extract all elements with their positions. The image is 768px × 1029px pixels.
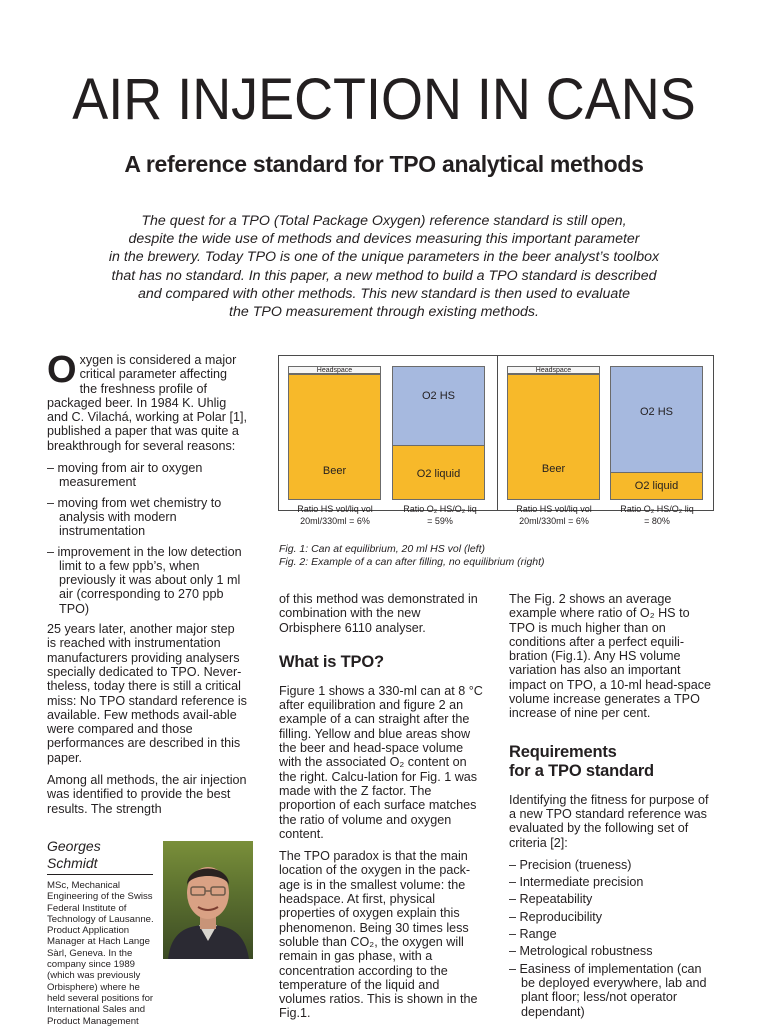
- beer-label-right: Beer: [541, 463, 566, 475]
- figure-caption: [279, 543, 709, 569]
- paragraph: Identifying the fitness for purpose of a new TPO standard reference was evaluated by the following set of criteria [2]:: [509, 792, 709, 850]
- list-item: – moving from air to oxygen measurement: [47, 461, 203, 490]
- ratio-caption-line: 20ml/330ml = 6%: [300, 516, 370, 526]
- abstract: [90, 212, 678, 321]
- o2-liquid-label-left: O2 liquid: [416, 468, 461, 480]
- o2-hs-bar-right: [610, 366, 703, 473]
- ratio-caption-line: 20ml/330ml = 6%: [519, 516, 589, 526]
- list-item: – Intermediate precision: [509, 875, 644, 890]
- list-item: – Easiness of implementation (can be deployed everywhere, lab and plant floor; less/not operator dependant): [509, 961, 707, 1019]
- section-heading-line: Requirements: [509, 742, 617, 761]
- beer-bar-right: [507, 374, 600, 500]
- list-item: – Metrological robustness: [509, 944, 653, 959]
- o2-hs-label-right: O2 HS: [639, 406, 673, 418]
- abstract-line: and compared with other methods. This new standard is then used to evaluate: [137, 285, 631, 302]
- ratio-caption: [280, 503, 390, 527]
- author-first-name: Georges: [47, 838, 101, 854]
- figure-divider: [497, 356, 498, 510]
- section-heading: [509, 743, 714, 781]
- o2-hs-bar-left: [392, 366, 485, 446]
- author-portrait-icon: [163, 841, 253, 959]
- abstract-line: despite the wide use of methods and devices measuring this important parameter: [128, 231, 640, 248]
- paragraph: 25 years later, another major step is reached with instrumentation manufacturers providing analysers specially dedicated to TPO. Never-theless, today there is still a critical miss: No TPO standard reference is available. Few methods avail-able were compared and those performances are described in this paper.: [47, 622, 247, 765]
- column-1: [47, 349, 247, 824]
- author-last-name: Schmidt: [47, 854, 98, 871]
- paragraph: The TPO paradox is that the main location of the oxygen in the pack-age is in the smallest volume: the headspace. At first, physical properties of oxygen explain this phenomenon. Being 30 times less soluble than CO₂, the oxygen will remain in gas phase, with a concentration according to the temperature of the liquid and volumes ratios. This is shown in the Fig.1.: [279, 849, 478, 1021]
- paragraph: of this method was demonstrated in combination with the new Orbisphere 6110 analyser.: [279, 592, 478, 635]
- ratio-caption: [386, 503, 494, 527]
- column-2: [279, 592, 483, 1029]
- ratio-caption-line: Ratio O₂ HS/O₂ liq: [620, 504, 694, 514]
- headspace-bar-left: Headspace: [288, 366, 381, 374]
- author-name: [47, 838, 101, 871]
- paragraph: Figure 1 shows a 330-ml can at 8 °C after equilibration and figure 2 an example of a can straight after the filling. Yellow and blue areas show the beer and head-space volume with the associated O₂ content on the right. Calcu-lation for Fig. 1 was made with the Z factor. The proportion of each surface matches the ratio of volume and oxygen content.: [279, 683, 483, 841]
- abstract-line: the TPO measurement through existing methods.: [229, 304, 539, 321]
- author-photo: [163, 841, 253, 959]
- abstract-line: in the brewery. Today TPO is one of the unique parameters in the beer analyst’s toolbox: [108, 249, 660, 266]
- ratio-caption-line: Ratio HS vol/liq vol: [516, 504, 592, 514]
- article-subtitle: A reference standard for TPO analytical methods: [124, 151, 644, 177]
- list-item: – improvement in the low detection limit to a few ppb’s, when previously it was about only 1 ml air (corresponding to 270 ppb TPO): [47, 544, 242, 616]
- author-divider: [47, 874, 153, 875]
- abstract-line: that has no standard. In this paper, a new method to build a TPO standard is described: [111, 267, 657, 284]
- figure-caption-line: Fig. 2: Example of a can after filling, no equilibrium (right): [279, 556, 545, 568]
- ratio-caption: [603, 503, 711, 527]
- section-heading-line: for a TPO standard: [509, 761, 654, 780]
- list-item: – Repeatability: [509, 892, 593, 907]
- ratio-caption-line: = 80%: [644, 516, 670, 526]
- ratio-caption: [499, 503, 609, 527]
- headspace-bar-right: Headspace: [507, 366, 600, 374]
- intro-text: xygen is considered a major critical parameter affecting the freshness profile of packaged beer. In 1984 K. Uhlig and C. Vilachá, working at Polar [1], published a paper that was quite a breakthrough for several reasons:: [47, 353, 247, 453]
- paragraph: The Fig. 2 shows an average example where ratio of O₂ HS to TPO is much higher than on conditions after a perfect equili-bration (Fig.1). Any HS volume variation has also an important impact on TPO, a 10-ml head-space volume increase generates a TPO increase of nine per cent.: [509, 592, 712, 721]
- figure-caption-line: Fig. 1: Can at equilibrium, 20 ml HS vol (left): [279, 543, 485, 555]
- list-item: – Precision (trueness): [509, 857, 632, 872]
- ratio-caption-line: Ratio O₂ HS/O₂ liq: [403, 504, 477, 514]
- list-item: – Range: [509, 927, 557, 942]
- abstract-line: The quest for a TPO (Total Package Oxygen) reference standard is still open,: [141, 213, 627, 229]
- ratio-caption-line: Ratio HS vol/liq vol: [297, 504, 373, 514]
- figure-can-diagram: [278, 355, 714, 526]
- intro-paragraph: [47, 349, 247, 453]
- paragraph: Among all methods, the air injection was identified to provide the best results. The strength: [47, 773, 247, 816]
- author-bio: MSc, Mechanical Engineering of the Swiss Federal Institute of Technology of Lausanne. Product Application Manager at Hach Lange Sàrl, Geneva. In the company since 1989 (which was previously Orbisphere) where he held several positions for International Sales and Product Management: [47, 880, 154, 1027]
- beer-label-left: Beer: [322, 465, 347, 477]
- o2-hs-label-left: O2 HS: [421, 390, 455, 402]
- column-3: [509, 592, 714, 1022]
- beer-bar-left: [288, 374, 381, 500]
- list-item: – Reproducibility: [509, 909, 603, 924]
- drop-cap: O: [47, 349, 77, 391]
- list-item: – moving from wet chemistry to analysis with modern instrumentation: [47, 495, 222, 539]
- o2-liquid-label-right: O2 liquid: [634, 480, 679, 492]
- ratio-caption-line: = 59%: [427, 516, 453, 526]
- article-title: AIR INJECTION IN CANS: [72, 67, 696, 132]
- section-heading: What is TPO?: [279, 652, 384, 671]
